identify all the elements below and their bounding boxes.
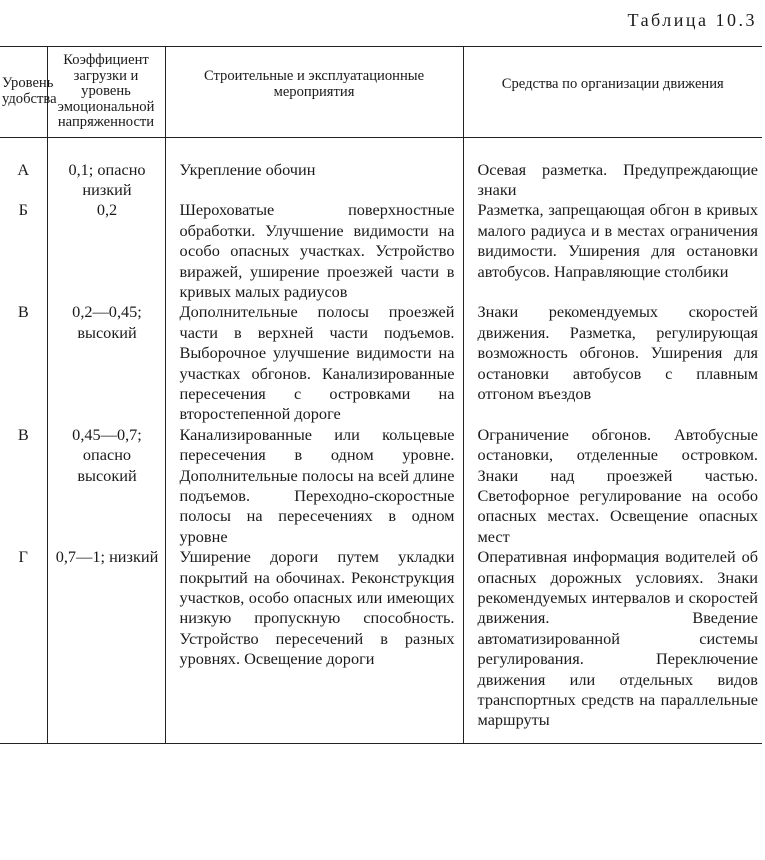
header-coefficient: Коэффициент загрузки и уровень эмоциональной напряженности <box>47 47 165 138</box>
table-row <box>0 200 762 302</box>
cell-traffic: Ограничение обгонов. Автобусные остановки, отделенные островком. Знаки над проезжей частью. Светофорное регулирование на особо опасных местах. Освещение опасных мест <box>477 424 758 546</box>
cell-construction: Шероховатые поверхностные обработки. Улучшение видимости на особо опасных участках. Устройство виражей, уширение проезжей части в кривых малых радиусов <box>165 200 463 302</box>
cell-construction: Дополнительные полосы проезжей части в верхней части подъемов. Выборочное улучшение видимости на участках обгонов. Канализированные пересечения с островками на второстепенной дороге <box>165 302 463 424</box>
cell-level: А <box>0 137 47 200</box>
table-row <box>0 547 762 743</box>
table-caption: Таблица 10.3 <box>627 10 757 30</box>
cell-coefficient: 0,1; опасно низкий <box>47 137 165 200</box>
cell-coefficient: 0,2—0,45; высокий <box>47 302 165 424</box>
header-row <box>0 47 762 138</box>
table-row <box>0 302 762 424</box>
cell-level: Б <box>0 200 47 302</box>
cell-traffic: Разметка, запрещающая обгон в кривых малого радиуса и в местах ограничения видимости. Уширения для остановки автобусов. Направляющие столбики <box>477 200 758 281</box>
header-level: Уровень удобства <box>0 47 47 138</box>
cell-level: Г <box>0 547 47 743</box>
header-construction: Строительные и эксплуатационные мероприятия <box>165 47 463 138</box>
cell-construction: Уширение дороги путем укладки покрытий на обочинах. Реконструкция участков, особо опасных или имеющих низкую пропускную способность. Устройство пересечений в разных уровнях. Освещение дороги <box>165 547 463 743</box>
data-table <box>0 46 762 744</box>
cell-traffic: Знаки рекомендуемых скоростей движения. Разметка, регулирующая возможность обгонов. Уширения для остановки автобусов с плавным отгоном въездов <box>477 302 758 403</box>
cell-level: В <box>0 425 47 547</box>
table-row <box>0 425 762 547</box>
cell-traffic: Осевая разметка. Предупреждающие знаки <box>477 159 758 199</box>
cell-traffic: Оперативная информация водителей об опасных дорожных условиях. Знаки рекомендуемых интервалов и скоростей движения. Введение автоматизированной системы регулирования. Переключение движения или отдельных видов транспортных средств на параллельные маршруты <box>463 547 762 743</box>
cell-coefficient: 0,45—0,7; опасно высокий <box>47 425 165 547</box>
cell-coefficient: 0,2 <box>47 200 165 302</box>
cell-level: В <box>0 302 47 424</box>
table-row <box>0 137 762 200</box>
cell-construction: Укрепление обочин <box>165 137 463 200</box>
cell-construction: Канализированные или кольцевые пересечения в одном уровне. Дополнительные полосы на всей длине подъемов. Переходно-скоростные полосы на пересечениях в одном уровне <box>165 425 463 547</box>
cell-coefficient: 0,7—1; низкий <box>47 547 165 743</box>
header-traffic: Средства по организации движения <box>463 47 762 138</box>
